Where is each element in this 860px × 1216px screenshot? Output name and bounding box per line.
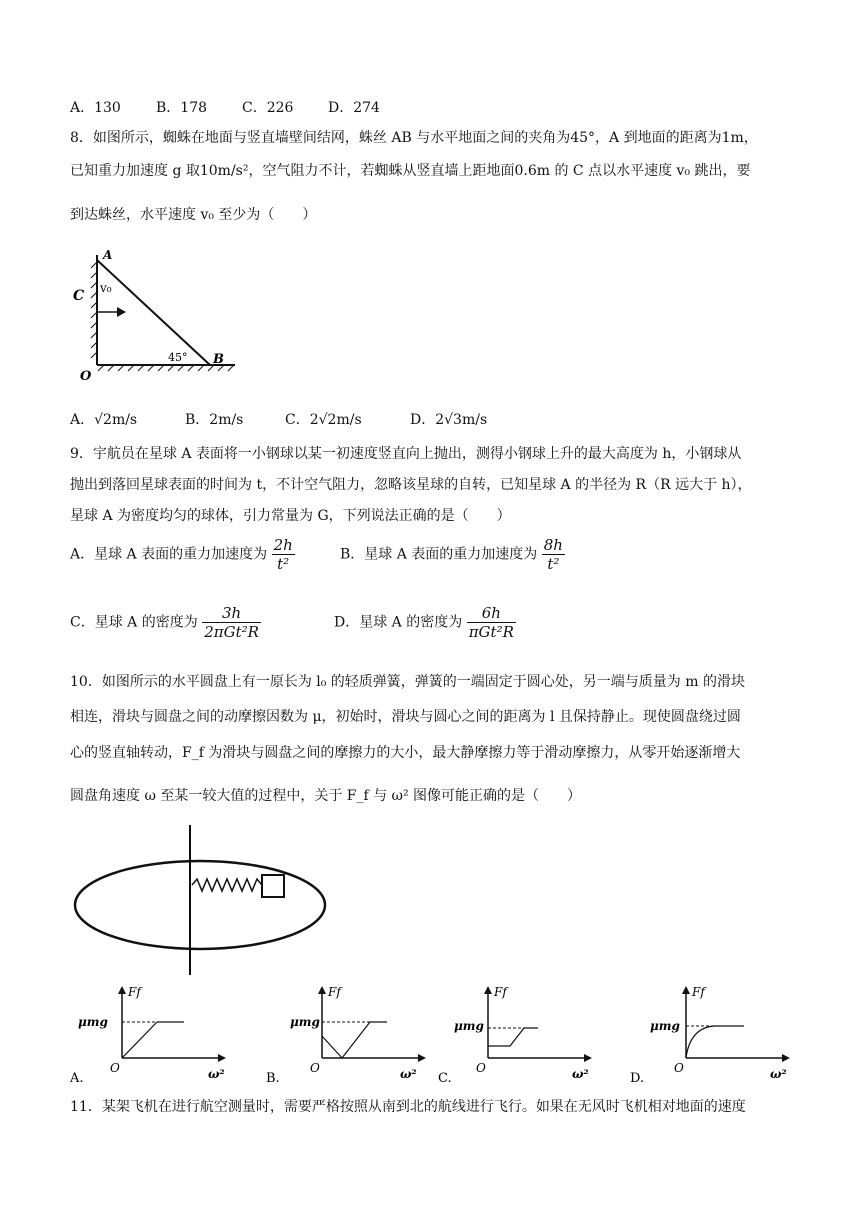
q10-a-origin: O — [110, 1061, 120, 1075]
q9-option-d-den: πGt²R — [468, 623, 514, 641]
q10-graph-a — [62, 978, 232, 1088]
q9-option-d-text: D．星球 A 的密度为 — [334, 614, 463, 631]
q10-b-origin: O — [310, 1061, 320, 1075]
q10-line-4: 圆盘角速度 ω 至某一较大值的过程中，关于 F_f 与 ω² 图像可能正确的是（ ） — [70, 788, 582, 804]
q10-line-1: 10．如图所示的水平圆盘上有一原长为 l₀ 的轻质弹簧，弹簧的一端固定于圆心处，另一端与质量为 m 的滑块 — [70, 674, 745, 690]
q9-line-1: 9．宇航员在星球 A 表面将一小钢球以某一初速度竖直向上抛出，测得小钢球上升的最大高度为 h，小钢球从 — [70, 446, 742, 462]
q9-option-a-num: 2h — [273, 536, 293, 554]
q10-b-y-label: Ff — [328, 985, 341, 999]
q9-option-a — [70, 536, 295, 573]
q9-option-d-fraction — [467, 604, 516, 641]
q10-b-x-label: ω² — [400, 1067, 417, 1081]
q10-option-a-label: A. — [70, 1071, 84, 1086]
q8-line-2: 已知重力加速度 g 取10m/s²，空气阻力不计，若蜘蛛从竖直墙上距地面0.6m 的 C 点以水平速度 v₀ 跳出，要 — [70, 163, 751, 179]
q8-options — [70, 410, 487, 430]
q9-option-c — [70, 604, 261, 641]
q7-option-a: A．130 — [70, 100, 121, 116]
q10-c-y-label: Ff — [494, 985, 507, 999]
q10-d-y-label: Ff — [692, 985, 705, 999]
q8-line-1: 8．如图所示，蜘蛛在地面与竖直墙壁间结网，蛛丝 AB 与水平地面之间的夹角为45°，A 到地面的距离为1m， — [70, 130, 758, 146]
q10-line-2: 相连，滑块与圆盘之间的动摩擦因数为 μ，初始时，滑块与圆心之间的距离为 l 且保持静止。现使圆盘绕过圆 — [70, 709, 741, 725]
q10-a-mark: μmg — [78, 1015, 108, 1029]
q10-a-x-label: ω² — [208, 1067, 225, 1081]
q8-option-a: A．√2m/s — [70, 412, 138, 428]
q9-option-a-fraction — [272, 536, 295, 573]
q10-d-mark: μmg — [650, 1019, 680, 1033]
q9-option-c-fraction — [202, 604, 261, 641]
q10-c-mark: μmg — [454, 1019, 484, 1033]
q8-label-angle: 45° — [168, 351, 188, 364]
q9-option-a-den: t² — [277, 555, 290, 573]
q10-b-mark: μmg — [290, 1015, 320, 1029]
q7-options — [70, 98, 380, 118]
q9-option-b — [340, 536, 565, 573]
q8-label-b: B — [213, 352, 224, 367]
q8-option-b: B．2m/s — [185, 412, 244, 428]
q9-option-d-num: 6h — [467, 604, 516, 623]
q10-line-3: 心的竖直轴转动，F_f 为滑块与圆盘之间的摩擦力的大小，最大静摩擦力等于滑动摩擦力，从零开始逐渐增大 — [70, 745, 741, 761]
q9-option-d — [334, 604, 516, 641]
q8-label-c: C — [73, 288, 85, 304]
q9-option-b-den: t² — [547, 555, 560, 573]
q8-option-d: D．2√3m/s — [410, 412, 488, 428]
q10-d-origin: O — [674, 1061, 684, 1075]
q9-line-2: 抛出到落回星球表面的时间为 t，不计空气阻力，忽略该星球的自转，已知星球 A 的半径为 R（R 远大于 h）， — [70, 477, 752, 493]
q9-option-b-fraction — [542, 536, 565, 573]
q8-option-c: C．2√2m/s — [285, 412, 362, 428]
q10-option-d-label: D. — [630, 1071, 645, 1086]
q8-line-3: 到达蛛丝，水平速度 v₀ 至少为（ ） — [70, 207, 317, 223]
q8-label-v0: v₀ — [100, 281, 112, 295]
q10-option-b-label: B. — [266, 1071, 280, 1086]
q10-d-x-label: ω² — [770, 1067, 787, 1081]
q10-a-y-label: Ff — [128, 985, 141, 999]
q11-line-1: 11．某架飞机在进行航空测量时，需要严格按照从南到北的航线进行飞行。如果在无风时飞机相对地面的速度 — [70, 1099, 746, 1115]
q10-c-x-label: ω² — [572, 1067, 589, 1081]
q9-option-b-text: B．星球 A 表面的重力加速度为 — [340, 546, 538, 563]
q10-disk-figure — [60, 825, 340, 975]
q7-option-b: B．178 — [156, 100, 208, 116]
q10-graph-c — [432, 978, 602, 1088]
q8-label-a: A — [103, 248, 113, 262]
q7-option-c: C．226 — [242, 100, 294, 116]
q10-graph-b — [262, 978, 432, 1088]
q9-option-a-text: A．星球 A 表面的重力加速度为 — [70, 546, 268, 563]
q10-option-c-label: C. — [438, 1071, 452, 1086]
q10-graph-d — [622, 978, 792, 1088]
q9-option-c-text: C．星球 A 的密度为 — [70, 614, 198, 631]
q9-option-b-num: 8h — [543, 536, 563, 554]
q9-option-c-den: 2πGt²R — [204, 623, 259, 641]
q9-line-3: 星球 A 为密度均匀的球体，引力常量为 G，下列说法正确的是（ ） — [70, 508, 511, 524]
q9-option-c-num: 3h — [202, 604, 261, 623]
q7-option-d: D．274 — [328, 100, 380, 116]
q8-figure — [60, 240, 250, 390]
q8-label-o: O — [80, 369, 92, 384]
q10-c-origin: O — [476, 1061, 486, 1075]
